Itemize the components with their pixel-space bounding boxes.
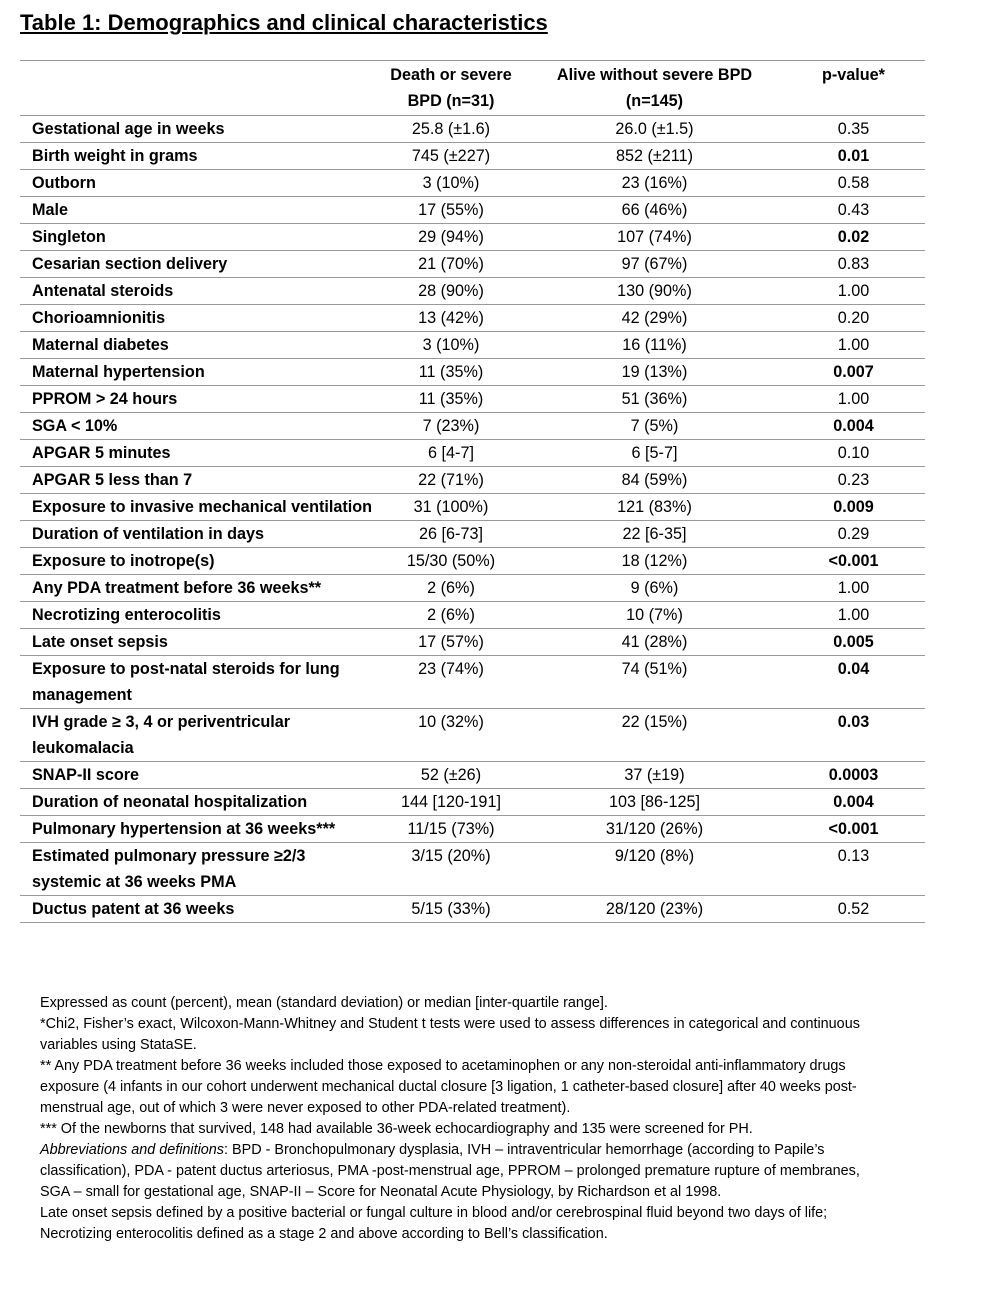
table-row <box>20 843 925 896</box>
row-death-value: 5/15 (33%) <box>375 896 527 923</box>
note-pda-treatment: ** Any PDA treatment before 36 weeks included those exposed to acetaminophen or any non-steroidal anti-inflammatory drugs exposure (4 infants in our cohort underwent mechanical ductal closure [3 ligation, 1 catheter-based closure] after 40 weeks post-menstrual age, out of which 3 were never exposed to other PDA-related treatment). <box>40 1058 857 1116</box>
row-label: Maternal diabetes <box>20 332 375 359</box>
header-variable <box>20 61 375 116</box>
row-death-value: 17 (57%) <box>375 629 527 656</box>
row-p-value: 1.00 <box>782 602 925 629</box>
row-p-value: 0.005 <box>782 629 925 656</box>
table-row <box>20 575 925 602</box>
row-alive-value: 97 (67%) <box>527 251 782 278</box>
table-body <box>20 116 925 923</box>
row-p-value: <0.001 <box>782 816 925 843</box>
header-alive-line1: Alive without severe BPD <box>556 66 753 84</box>
row-label: Exposure to post-natal steroids for lung management <box>20 656 375 709</box>
row-label: Cesarian section delivery <box>20 251 375 278</box>
row-label: Antenatal steroids <box>20 278 375 305</box>
table-row <box>20 494 925 521</box>
table-title: Table 1: Demographics and clinical characteristics <box>20 10 548 35</box>
note-definitions: Late onset sepsis defined by a positive bacterial or fungal culture in blood and/or cerebrospinal fluid beyond two days of life; Necrotizing enterocolitis defined as a stage 2 and above according to Bell’s classification. <box>40 1205 828 1242</box>
table-row <box>20 197 925 224</box>
row-label: Gestational age in weeks <box>20 116 375 143</box>
row-death-value: 23 (74%) <box>375 656 527 709</box>
row-p-value: 0.004 <box>782 413 925 440</box>
row-death-value: 29 (94%) <box>375 224 527 251</box>
row-alive-value: 23 (16%) <box>527 170 782 197</box>
table-row <box>20 359 925 386</box>
row-alive-value: 16 (11%) <box>527 332 782 359</box>
note-echocardiography: *** Of the newborns that survived, 148 had available 36-week echocardiography and 135 were screened for PH. <box>40 1121 753 1137</box>
table-notes <box>40 993 860 1245</box>
row-alive-value: 103 [86-125] <box>527 789 782 816</box>
table-row <box>20 440 925 467</box>
table-row <box>20 386 925 413</box>
header-p-value: p-value* <box>782 61 925 116</box>
row-alive-value: 121 (83%) <box>527 494 782 521</box>
row-alive-value: 66 (46%) <box>527 197 782 224</box>
row-label: Late onset sepsis <box>20 629 375 656</box>
row-alive-value: 9 (6%) <box>527 575 782 602</box>
table-row <box>20 332 925 359</box>
row-alive-value: 852 (±211) <box>527 143 782 170</box>
row-p-value: 0.13 <box>782 843 925 896</box>
row-label: Birth weight in grams <box>20 143 375 170</box>
header-alive-without-severe-bpd <box>527 61 782 116</box>
row-alive-value: 28/120 (23%) <box>527 896 782 923</box>
row-alive-value: 7 (5%) <box>527 413 782 440</box>
row-label: Chorioamnionitis <box>20 305 375 332</box>
table-row <box>20 143 925 170</box>
row-p-value: 0.04 <box>782 656 925 709</box>
table-row <box>20 305 925 332</box>
row-death-value: 144 [120-191] <box>375 789 527 816</box>
abbreviations-text: : BPD - Bronchopulmonary dysplasia, IVH – intraventricular hemorrhage (according to Papile’s classification), PDA - patent ductus arteriosus, PMA -post-menstrual age, PPROM – prolonged premature rupture of membranes, SGA – small for gestational age, SNAP-II – Score for Neonatal Acute Physiology, by Richardson et al 1998. <box>40 1142 860 1200</box>
table-header <box>20 61 925 116</box>
row-p-value: 0.10 <box>782 440 925 467</box>
table-row <box>20 548 925 575</box>
row-label: Pulmonary hypertension at 36 weeks*** <box>20 816 375 843</box>
table-row <box>20 629 925 656</box>
row-label: Singleton <box>20 224 375 251</box>
row-label: Duration of neonatal hospitalization <box>20 789 375 816</box>
row-death-value: 3 (10%) <box>375 170 527 197</box>
row-label: APGAR 5 minutes <box>20 440 375 467</box>
row-death-value: 6 [4-7] <box>375 440 527 467</box>
header-death-or-severe-bpd <box>375 61 527 116</box>
row-p-value: 0.83 <box>782 251 925 278</box>
row-label: Exposure to inotrope(s) <box>20 548 375 575</box>
row-p-value: 0.02 <box>782 224 925 251</box>
row-alive-value: 22 [6-35] <box>527 521 782 548</box>
row-alive-value: 31/120 (26%) <box>527 816 782 843</box>
row-label: Ductus patent at 36 weeks <box>20 896 375 923</box>
row-alive-value: 10 (7%) <box>527 602 782 629</box>
row-death-value: 11 (35%) <box>375 386 527 413</box>
row-death-value: 3/15 (20%) <box>375 843 527 896</box>
row-death-value: 26 [6-73] <box>375 521 527 548</box>
header-row <box>20 61 925 116</box>
row-p-value: 0.23 <box>782 467 925 494</box>
row-death-value: 31 (100%) <box>375 494 527 521</box>
table-row <box>20 709 925 762</box>
row-death-value: 2 (6%) <box>375 575 527 602</box>
row-death-value: 28 (90%) <box>375 278 527 305</box>
row-p-value: 0.58 <box>782 170 925 197</box>
row-death-value: 2 (6%) <box>375 602 527 629</box>
row-label: Estimated pulmonary pressure ≥2/3 systemic at 36 weeks PMA <box>20 843 375 896</box>
table-row <box>20 251 925 278</box>
row-p-value: 0.29 <box>782 521 925 548</box>
row-death-value: 11 (35%) <box>375 359 527 386</box>
header-alive-line2: (n=145) <box>625 92 684 110</box>
row-p-value: 0.03 <box>782 709 925 762</box>
abbreviations-heading: Abbreviations and definitions <box>40 1142 225 1158</box>
row-alive-value: 19 (13%) <box>527 359 782 386</box>
row-label: SGA < 10% <box>20 413 375 440</box>
table-row <box>20 656 925 709</box>
table-row <box>20 170 925 197</box>
row-alive-value: 22 (15%) <box>527 709 782 762</box>
table-row <box>20 602 925 629</box>
row-p-value: 1.00 <box>782 278 925 305</box>
row-death-value: 3 (10%) <box>375 332 527 359</box>
row-label: Necrotizing enterocolitis <box>20 602 375 629</box>
table-row <box>20 116 925 143</box>
header-death-line2: BPD (n=31) <box>407 92 495 110</box>
row-label: Outborn <box>20 170 375 197</box>
table-row <box>20 816 925 843</box>
note-statistical-tests: *Chi2, Fisher’s exact, Wilcoxon-Mann-Whitney and Student t tests were used to assess differences in categorical and continuous variables using StataSE. <box>40 1016 860 1053</box>
row-p-value: 1.00 <box>782 575 925 602</box>
row-death-value: 10 (32%) <box>375 709 527 762</box>
table-row <box>20 467 925 494</box>
row-p-value: 0.004 <box>782 789 925 816</box>
row-death-value: 17 (55%) <box>375 197 527 224</box>
row-alive-value: 84 (59%) <box>527 467 782 494</box>
row-label: APGAR 5 less than 7 <box>20 467 375 494</box>
row-label: Any PDA treatment before 36 weeks** <box>20 575 375 602</box>
row-death-value: 7 (23%) <box>375 413 527 440</box>
row-alive-value: 37 (±19) <box>527 762 782 789</box>
table-row <box>20 224 925 251</box>
table-row <box>20 789 925 816</box>
row-alive-value: 9/120 (8%) <box>527 843 782 896</box>
row-label: PPROM > 24 hours <box>20 386 375 413</box>
row-label: Male <box>20 197 375 224</box>
row-label: SNAP-II score <box>20 762 375 789</box>
row-p-value: 0.007 <box>782 359 925 386</box>
header-death-line1: Death or severe <box>390 66 512 84</box>
table-row <box>20 278 925 305</box>
row-label: Maternal hypertension <box>20 359 375 386</box>
row-p-value: <0.001 <box>782 548 925 575</box>
row-alive-value: 42 (29%) <box>527 305 782 332</box>
demographics-table <box>20 60 925 923</box>
row-alive-value: 26.0 (±1.5) <box>527 116 782 143</box>
row-p-value: 0.52 <box>782 896 925 923</box>
row-p-value: 0.43 <box>782 197 925 224</box>
row-label: IVH grade ≥ 3, 4 or periventricular leukomalacia <box>20 709 375 762</box>
row-alive-value: 130 (90%) <box>527 278 782 305</box>
row-alive-value: 74 (51%) <box>527 656 782 709</box>
row-p-value: 1.00 <box>782 386 925 413</box>
row-label: Duration of ventilation in days <box>20 521 375 548</box>
table-row <box>20 521 925 548</box>
row-alive-value: 107 (74%) <box>527 224 782 251</box>
note-expressed: Expressed as count (percent), mean (standard deviation) or median [inter-quartile range]. <box>40 995 608 1011</box>
row-death-value: 52 (±26) <box>375 762 527 789</box>
table-row <box>20 896 925 923</box>
row-death-value: 13 (42%) <box>375 305 527 332</box>
row-alive-value: 18 (12%) <box>527 548 782 575</box>
row-death-value: 11/15 (73%) <box>375 816 527 843</box>
row-death-value: 15/30 (50%) <box>375 548 527 575</box>
row-label: Exposure to invasive mechanical ventilation <box>20 494 375 521</box>
row-alive-value: 6 [5-7] <box>527 440 782 467</box>
row-p-value: 0.01 <box>782 143 925 170</box>
row-death-value: 745 (±227) <box>375 143 527 170</box>
row-p-value: 0.20 <box>782 305 925 332</box>
row-p-value: 0.009 <box>782 494 925 521</box>
row-death-value: 21 (70%) <box>375 251 527 278</box>
table-row <box>20 762 925 789</box>
row-p-value: 0.35 <box>782 116 925 143</box>
row-p-value: 0.0003 <box>782 762 925 789</box>
row-death-value: 25.8 (±1.6) <box>375 116 527 143</box>
row-alive-value: 51 (36%) <box>527 386 782 413</box>
note-abbreviations <box>40 1140 860 1203</box>
row-alive-value: 41 (28%) <box>527 629 782 656</box>
table-row <box>20 413 925 440</box>
row-p-value: 1.00 <box>782 332 925 359</box>
row-death-value: 22 (71%) <box>375 467 527 494</box>
